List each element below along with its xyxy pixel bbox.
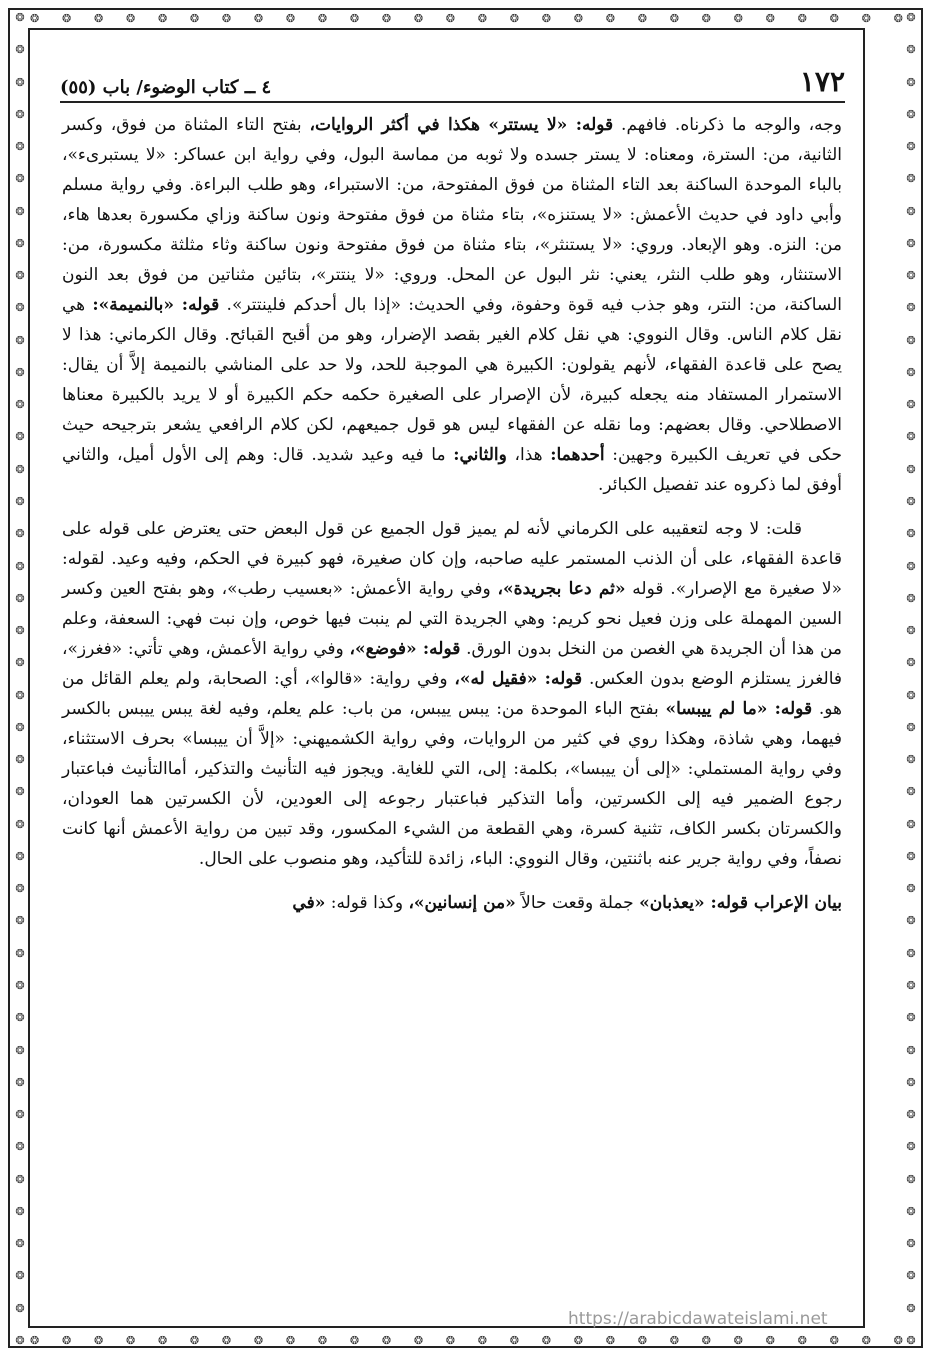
text-run: وفي رواية الأعمش: «بعسيب رطب»، وهو بفتح العين وكسر السين المهملة على وزن فعيل نحو كريم: وهي الجريدة التي لم ينبت فيها خوص، وإن نبت فهي: السعفة، وعلم من هذا أن الجريدة هي الغصن من النخل بدون الورق.: [62, 579, 842, 659]
paragraph-2: [62, 514, 842, 874]
text-run: وفي رواية الأعمش، وهي تأتي: «فغرز»، فالغرز يستلزم الوضع بدون العكس.: [62, 639, 842, 689]
bold-run: «ثم دعا بجريدة»،: [497, 579, 626, 599]
text-run: وكذا قوله:: [325, 893, 409, 913]
bold-run: أحدهما:: [550, 445, 605, 465]
paragraph-3: [62, 888, 842, 918]
body-text: [62, 110, 842, 918]
bold-run: «من إنسانين»،: [408, 893, 516, 913]
header-rule: [60, 101, 845, 103]
text-run: هذا،: [506, 445, 551, 465]
bold-run: قوله: «لا يستتر» هكذا في أكثر الروايات،: [309, 115, 614, 135]
paragraph-gap: [62, 874, 842, 888]
text-run: بفتح الباء الموحدة من: يبس ييبس، من باب: علم يعلم، وفيه لغة يبس ييبس بالكسر فيهما، وهي شاذة، وهكذا روي في كثير من الروايات، وفي رواية الكشميهني: «إلاَّ أن ييبسا» بحرف الاستثناء، وفي رواية المستملي: «إلى أن ييبسا»، بكلمة: إلى، التي للغاية. ويجوز فيه التأنيث والتذكير، أماالتأنيث فباعتبار رجوع الضمير فيه إلى الكسرتين، وأما التذكير فباعتبار رجوعه إلى العودين، لأن الكسرتين هما العودان، والكسرتان بكسر الكاف، تثنية كسرة، وهي القطعة من الشيء المكسور، وقد تبين من رواية الأعمش أنها كانت نصفاً، وفي رواية جرير عنه باثنتين، وقال النووي: الباء، زائدة للتأكيد، وهو منصوب على الحال.: [62, 699, 842, 869]
running-title: ٤ ــ كتاب الوضوء/ باب (٥٥): [60, 77, 272, 98]
text-run: وجه، والوجه ما ذكرناه. فافهم.: [613, 115, 842, 135]
paragraph-gap: [62, 500, 842, 514]
bold-run: بيان الإعراب قوله: «يعذبان»: [639, 893, 842, 913]
text-run: قلت: لا وجه لتعقيبه على الكرماني لأنه لم يميز قول الجميع عن قول البعض حتى يعترض على قوله على قاعدة الفقهاء، على أن الذنب المستمر عليه صاحبه، وإن كان صغيرة، فهو كبيرة في الحكم، وفيه وعيد. لقوله: «لا صغيرة مع الإصرار». قوله: [62, 519, 842, 599]
bold-run: قوله: «بالنميمة»:: [92, 295, 220, 315]
watermark-url: https://arabicdawateislami.net: [568, 1309, 828, 1329]
right-border-ornament: ❂ ❂ ❂ ❂ ❂ ❂ ❂ ❂ ❂ ❂ ❂ ❂ ❂ ❂ ❂ ❂ ❂ ❂ ❂ ❂ ❂ ❂ ❂ ❂ ❂ ❂ ❂ ❂ ❂ ❂ ❂ ❂ ❂ ❂ ❂ ❂ ❂ ❂ ❂ ❂ ❂ ❂: [906, 11, 916, 1347]
bold-run: قوله: «فقيل له»،: [454, 669, 583, 689]
page-number: ١٧٢: [799, 65, 845, 98]
top-border-ornament: ❂ ❂ ❂ ❂ ❂ ❂ ❂ ❂ ❂ ❂ ❂ ❂ ❂ ❂ ❂ ❂ ❂ ❂ ❂ ❂ ❂ ❂ ❂ ❂ ❂ ❂ ❂ ❂: [30, 11, 903, 25]
bold-run: «في: [292, 893, 326, 913]
bold-run: قوله: «ما لم ييبسا»: [665, 699, 813, 719]
text-run: ما فيه وعيد شديد. قال: وهم إلى الأول أميل، والثاني أوفق لما ذكروه عند تفصيل الكبائر.: [62, 445, 842, 495]
page-header: [60, 58, 845, 98]
left-border-ornament: ❂ ❂ ❂ ❂ ❂ ❂ ❂ ❂ ❂ ❂ ❂ ❂ ❂ ❂ ❂ ❂ ❂ ❂ ❂ ❂ ❂ ❂ ❂ ❂ ❂ ❂ ❂ ❂ ❂ ❂ ❂ ❂ ❂ ❂ ❂ ❂ ❂ ❂ ❂ ❂ ❂ ❂: [15, 11, 25, 1347]
text-run: جملة وقعت حالاً: [515, 893, 640, 913]
text-run: وفي رواية: «قالوا»، أي: الصحابة، ولم يعلم القائل من هو.: [62, 669, 842, 719]
text-run: بفتح التاء المثناة من فوق، وكسر الثانية، من: السترة، ومعناه: لا يستر جسده ولا ثوبه من مماسة البول، وفي رواية ابن عساكر: «لا يستبرىء»، بالباء الموحدة الساكنة بعد التاء المثناة من فوق المفتوحة، من: الاستبراء، وهو طلب البراءة. وفي رواية مسلم وأبي داود في حديث الأعمش: «لا يستنزه»، بتاء مثناة من فوق مفتوحة ونون ساكنة وزاي مكسورة بعدها هاء، من: النزه. وهو الإبعاد. وروي: «لا يستنثر»، بتاء مثناة من فوق مفتوحة ونون ساكنة وثاء مثلثة مكسورة، من: الاستنثار، وهو طلب النثر، يعني: نثر البول عن المحل. وروي: «لا ينتتر»، بتائين مثناتين من فوق بعد النون الساكنة، من: النتر، وهو جذب فيه قوة وحفوة، وفي الحديث: «إذا بال أحدكم فلينتتر».: [62, 115, 842, 315]
bold-run: قوله: «فوضع»،: [349, 639, 461, 659]
text-run: هي نقل كلام الناس. وقال النووي: هي نقل كلام الغير بقصد الإضرار، وهو من أقبح القبائح. وقال الكرماني: هذا لا يصح على قاعدة الفقهاء، لأنهم يقولون: الكبيرة هي الموجبة للحد، ولا حد على المناشي بالنميمة إلاَّ أن يقال: الاستمرار المستفاد منه يجعله كبيرة، لأن الإصرار على الصغيرة حكمه حكم الكبيرة أو لا يريد بالكبيرة معناها الاصطلاحي. وقال بعضهم: وما نقله عن الفقهاء ليس هو قول جميعهم، لكن كلام الرافعي يشعر بترجيحه حيث حكى في تعريف الكبيرة وجهين:: [62, 295, 843, 465]
paragraph-1: [62, 110, 842, 500]
bold-run: والثاني:: [453, 445, 507, 465]
bottom-border-ornament: ❂ ❂ ❂ ❂ ❂ ❂ ❂ ❂ ❂ ❂ ❂ ❂ ❂ ❂ ❂ ❂ ❂ ❂ ❂ ❂ ❂ ❂ ❂ ❂ ❂ ❂ ❂ ❂: [30, 1333, 903, 1347]
